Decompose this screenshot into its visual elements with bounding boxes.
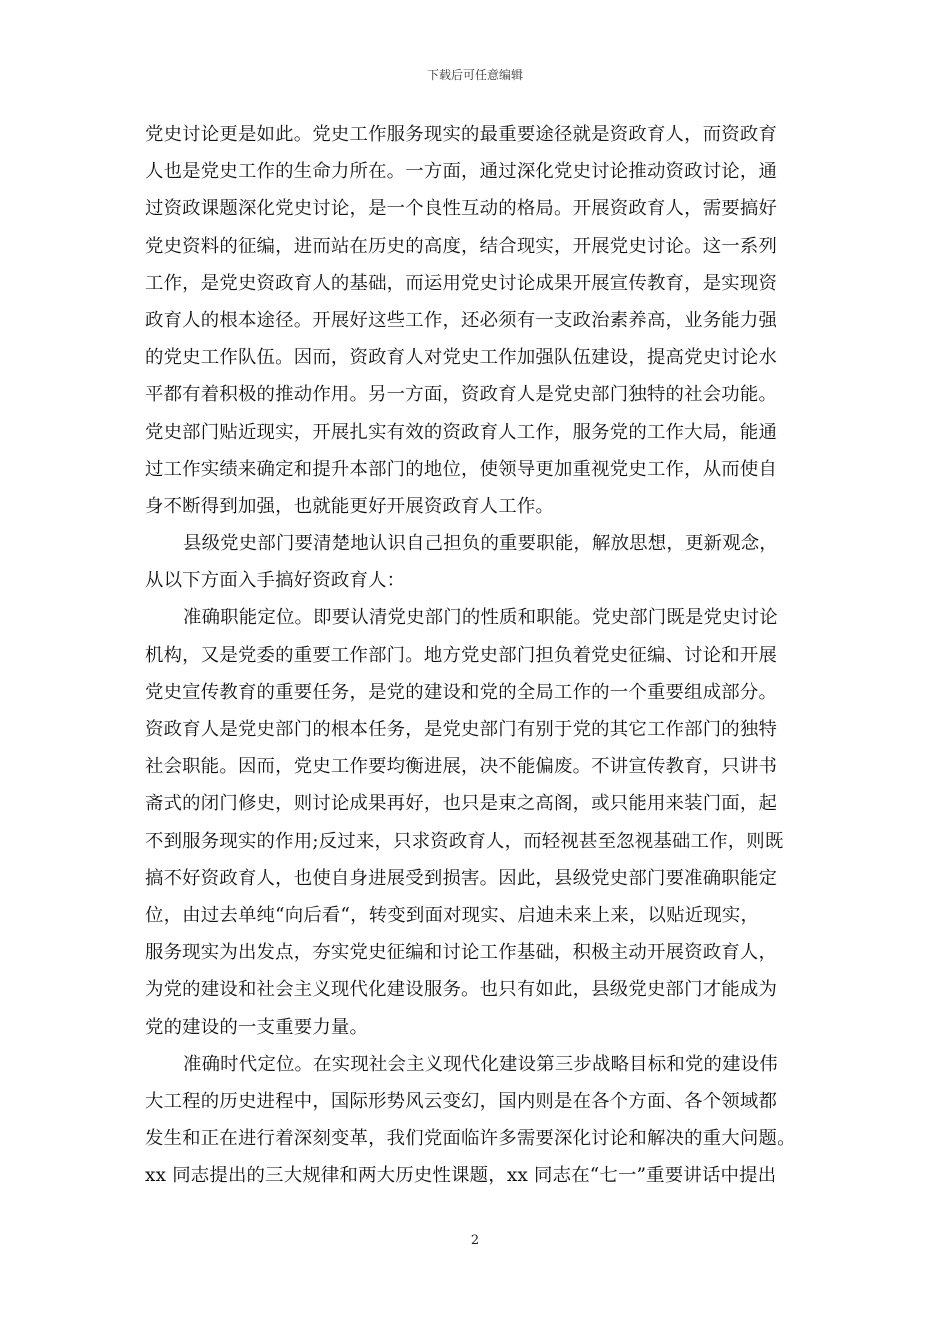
text-line: 工作，是党史资政育人的基础，而运用党史讨论成果开展宣传教育，是实现资: [145, 272, 778, 294]
text-line: 服务现实为出发点，夯实党史征编和讨论工作基础，积极主动开展资政育人，: [145, 942, 778, 964]
text-line: 大工程的历史进程中，国际形势风云变幻，国内则是在各个方面、各个领域都: [145, 1090, 778, 1112]
text-line: 不到服务现实的作用;反过来，只求资政育人，而轻视甚至忽视基础工作，则既: [145, 830, 784, 852]
text-line: 位，由过去单纯“向后看“，转变到面对现实、启迪未来上来，以贴近现实，: [145, 904, 760, 926]
text-line: 的党史工作队伍。因而，资政育人对党史工作加强队伍建设，提高党史讨论水: [145, 347, 778, 369]
text-line: 从以下方面入手搞好资政育人：: [145, 570, 406, 592]
paragraph-first-line: 准确时代定位。在实现社会主义现代化建设第三步战略目标和党的建设伟: [183, 1053, 778, 1075]
text-line: 社会职能。因而，党史工作要均衡进展，决不能偏废。不讲宣传教育，只讲书: [145, 756, 778, 778]
paragraph-first-line: 准确职能定位。即要认清党史部门的性质和职能。党史部门既是党史讨论: [183, 607, 778, 629]
text-line: 党史部门贴近现实，开展扎实有效的资政育人工作，服务党的工作大局，能通: [145, 421, 778, 443]
text-line: 机构，又是党委的重要工作部门。地方党史部门担负着党史征编、讨论和开展: [145, 644, 778, 666]
paragraph-first-line: 县级党史部门要清楚地认识自己担负的重要职能，解放思想，更新观念，: [183, 533, 778, 555]
document-body: [145, 116, 805, 1194]
text-line: 身不断得到加强，也就能更好开展资政育人工作。: [145, 495, 554, 517]
text-line: 平都有着积极的推动作用。另一方面，资政育人是党史部门独特的社会功能。: [145, 384, 778, 406]
text-line: 过工作实绩来确定和提升本部门的地位，使领导更加重视党史工作，从而使自: [145, 458, 778, 480]
text-line: 政育人的根本途径。开展好这些工作，还必须有一支政治素养高，业务能力强: [145, 309, 778, 331]
text-line: 为党的建设和社会主义现代化建设服务。也只有如此，县级党史部门才能成为: [145, 979, 778, 1001]
text-line: 发生和正在进行着深刻变革，我们党面临许多需要深化讨论和解决的重大问题。: [145, 1128, 796, 1150]
text-line: 资政育人是党史部门的根本任务，是党史部门有别于党的其它工作部门的独特: [145, 719, 778, 740]
text-line: 人也是党史工作的生命力所在。一方面，通过深化党史讨论推动资政讨论，通: [145, 161, 778, 183]
text-line: 党史资料的征编，进而站在历史的高度，结合现实，开展党史讨论。这一系列: [145, 235, 778, 257]
text-line: 搞不好资政育人，也使自身进展受到损害。因此，县级党史部门要准确职能定: [145, 867, 778, 889]
text-line: xx 同志提出的三大规律和两大历史性课题，xx 同志在“七一”重要讲话中提出: [145, 1165, 777, 1187]
text-line: 过资政课题深化党史讨论，是一个良性互动的格局。开展资政育人，需要搞好: [145, 198, 778, 220]
text-line: 党的建设的一支重要力量。: [145, 1016, 369, 1038]
text-line: 斋式的闭门修史，则讨论成果再好，也只是束之高阁，或只能用来装门面，起: [145, 793, 778, 815]
text-line: 党史宣传教育的重要任务，是党的建设和党的全局工作的一个重要组成部分。: [145, 681, 778, 703]
page-number: 2: [470, 1233, 480, 1248]
page-header: 下载后可任意编辑: [426, 68, 523, 82]
text-line: 党史讨论更是如此。党史工作服务现实的最重要途径就是资政育人，而资政育: [145, 124, 778, 145]
